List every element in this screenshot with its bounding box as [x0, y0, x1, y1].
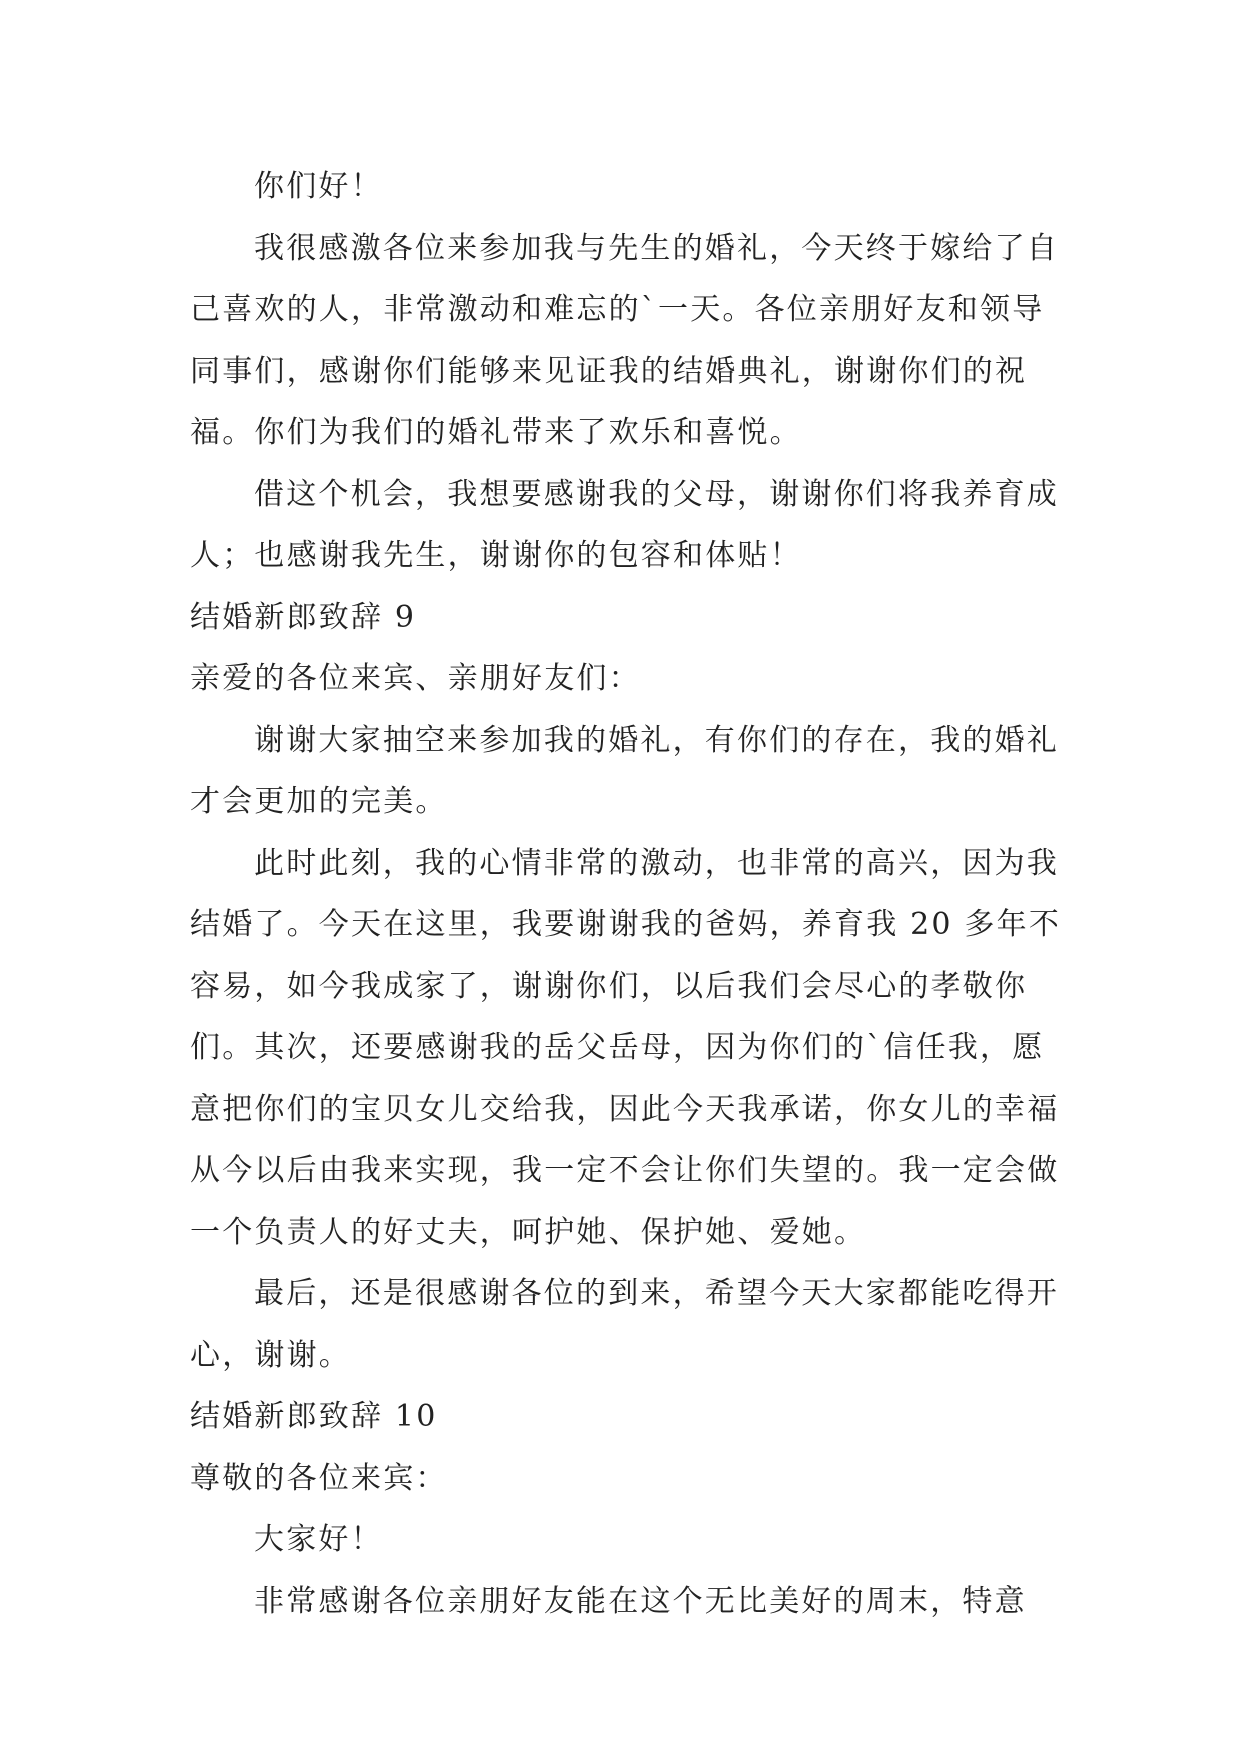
salutation-10: 尊敬的各位来宾：	[190, 1460, 448, 1496]
paragraph-hello: 大家好！	[254, 1522, 383, 1557]
paragraph-greeting: 你们好！	[254, 169, 383, 204]
paragraph-closing-thanks: 最后，还是很感谢各位的到来，希望今天大家都能吃得开心，谢谢。	[190, 1276, 1059, 1373]
section-heading-10: 结婚新郎致辞 10	[190, 1399, 438, 1434]
paragraph-thanks-guests: 谢谢大家抽空来参加我的婚礼，有你们的存在，我的婚礼才会更加的完美。	[190, 722, 1059, 819]
paragraph-thanks-parents: 借这个机会，我想要感谢我的父母，谢谢你们将我养育成人；也感谢我先生，谢谢你的包容和体贴！	[190, 476, 1059, 573]
paragraph-final: 非常感谢各位亲朋好友能在这个无比美好的周末，特意	[254, 1583, 1027, 1619]
section-heading-9: 结婚新郎致辞 9	[190, 599, 417, 635]
document-body	[190, 156, 1070, 1632]
paragraph-groom-speech: 此时此刻，我的心情非常的激动，也非常的高兴，因为我结婚了。今天在这里，我要谢谢我的爸妈，养育我 20 多年不容易，如今我成家了，谢谢你们，以后我们会尽心的孝敬你们。其次，还要感谢我的岳父岳母，因为你们的`信任我，愿意把你们的宝贝女儿交给我，因此今天我承诺，你女儿的幸福从今以后由我来实现，我一定不会让你们失望的。我一定会做一个负责人的好丈夫，呵护她、保护她、爱她。	[190, 845, 1062, 1250]
paragraph-bride-thanks: 我很感激各位来参加我与先生的婚礼，今天终于嫁给了自己喜欢的人，非常激动和难忘的`一天。各位亲朋好友和领导同事们，感谢你们能够来见证我的结婚典礼，谢谢你们的祝福。你们为我们的婚礼带来了欢乐和喜悦。	[190, 230, 1059, 450]
salutation-9: 亲爱的各位来宾、亲朋好友们：	[190, 661, 641, 696]
